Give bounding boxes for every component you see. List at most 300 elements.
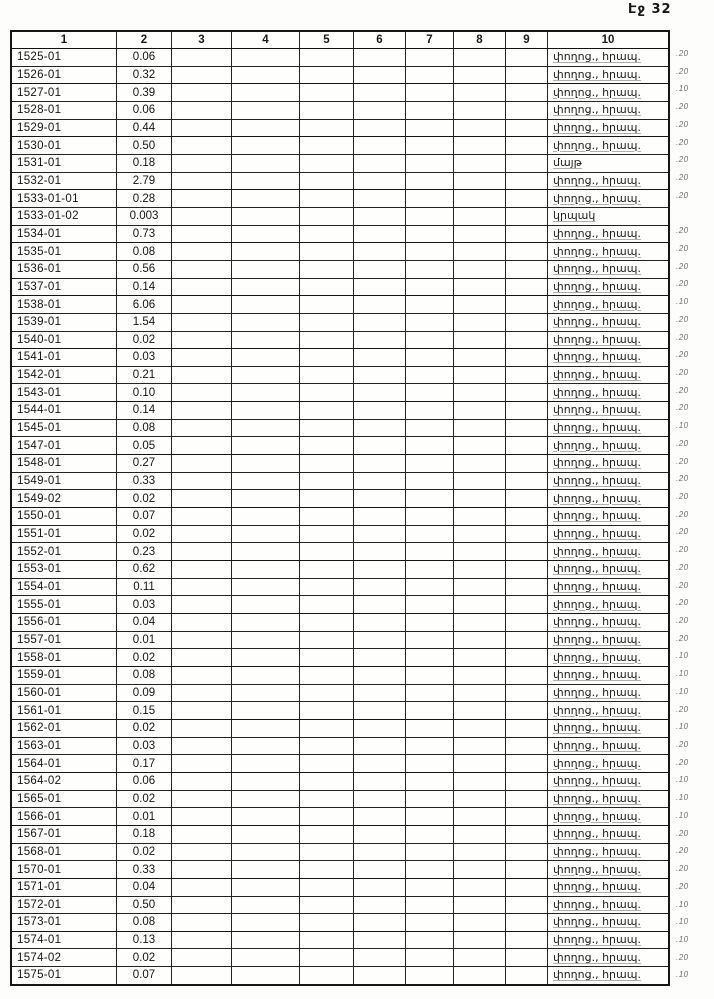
edge-mark: .20 — [676, 527, 689, 537]
empty-cell — [506, 632, 548, 649]
empty-cell — [172, 685, 232, 702]
row-id-cell: 1533-01-02 — [12, 208, 117, 225]
empty-cell — [172, 173, 232, 190]
edge-mark: .20 — [676, 403, 689, 413]
row-value-cell: 0.02 — [117, 332, 172, 349]
empty-cell — [172, 543, 232, 560]
empty-cell — [454, 226, 506, 243]
empty-cell — [300, 526, 354, 543]
row-value-cell: 0.03 — [117, 349, 172, 366]
row-note-cell: փողոց., հրապ. — [553, 385, 641, 399]
table-row — [12, 208, 668, 226]
row-id-cell: 1531-01 — [12, 155, 117, 172]
empty-cell — [354, 844, 406, 861]
empty-cell — [506, 667, 548, 684]
empty-cell — [454, 437, 506, 454]
empty-cell — [354, 685, 406, 702]
empty-cell — [232, 967, 300, 984]
row-note-cell: փողոց., հրապ. — [553, 915, 641, 929]
empty-cell — [406, 49, 454, 66]
empty-cell — [506, 561, 548, 578]
empty-cell — [232, 685, 300, 702]
empty-cell — [506, 243, 548, 260]
empty-cell — [354, 314, 406, 331]
empty-cell — [506, 808, 548, 825]
empty-cell — [354, 102, 406, 119]
table-row — [12, 402, 668, 420]
empty-cell — [354, 190, 406, 207]
row-id-cell: 1543-01 — [12, 384, 117, 401]
edge-mark: .20 — [676, 137, 689, 147]
empty-cell — [454, 844, 506, 861]
empty-cell — [354, 420, 406, 437]
empty-cell — [506, 384, 548, 401]
row-id-cell: 1557-01 — [12, 632, 117, 649]
edge-mark: .10 — [676, 686, 689, 696]
empty-cell — [172, 967, 232, 984]
empty-cell — [454, 914, 506, 931]
edge-mark: .20 — [676, 616, 689, 625]
empty-cell — [232, 914, 300, 931]
row-note-cell: փողոց., հրապ. — [553, 562, 641, 576]
empty-cell — [354, 914, 406, 931]
empty-cell — [406, 561, 454, 578]
empty-cell — [172, 667, 232, 684]
row-value-cell: 0.15 — [117, 702, 172, 719]
empty-cell — [406, 261, 454, 278]
row-id-cell: 1527-01 — [12, 84, 117, 101]
empty-cell — [232, 384, 300, 401]
table-row — [12, 526, 668, 544]
empty-cell — [172, 332, 232, 349]
empty-cell — [232, 208, 300, 225]
empty-cell — [232, 84, 300, 101]
empty-cell — [506, 949, 548, 966]
empty-cell — [454, 826, 506, 843]
empty-cell — [406, 879, 454, 896]
row-note-cell: փողոց., հրապ. — [553, 67, 641, 81]
empty-cell — [232, 826, 300, 843]
empty-cell — [406, 897, 454, 914]
row-value-cell: 0.21 — [117, 367, 172, 384]
row-note-cell: փողոց., հրապ. — [553, 580, 641, 594]
table-row — [12, 614, 668, 632]
row-id-cell: 1555-01 — [12, 596, 117, 613]
row-value-cell: 0.11 — [117, 579, 172, 596]
empty-cell — [406, 84, 454, 101]
edge-mark: .20 — [676, 881, 689, 891]
table-row — [12, 791, 668, 809]
empty-cell — [406, 314, 454, 331]
empty-cell — [300, 773, 354, 790]
edge-mark: .20 — [676, 864, 689, 874]
empty-cell — [506, 261, 548, 278]
empty-cell — [454, 614, 506, 631]
empty-cell — [172, 614, 232, 631]
empty-cell — [354, 261, 406, 278]
empty-cell — [506, 967, 548, 984]
row-value-cell: 0.07 — [117, 508, 172, 525]
row-id-cell: 1559-01 — [12, 667, 117, 684]
row-note-cell: փողոց., հրապ. — [553, 456, 641, 470]
row-note-cell: փողոց., հրապ. — [553, 173, 641, 187]
edge-mark: .20 — [676, 173, 689, 183]
empty-cell — [506, 155, 548, 172]
row-id-cell: 1528-01 — [12, 102, 117, 119]
empty-cell — [354, 243, 406, 260]
table-row — [12, 561, 668, 579]
row-note-cell: փողոց., հրապ. — [553, 597, 641, 611]
empty-cell — [232, 632, 300, 649]
empty-cell — [300, 914, 354, 931]
empty-cell — [506, 67, 548, 84]
table-row — [12, 773, 668, 791]
empty-cell — [454, 155, 506, 172]
empty-cell — [406, 702, 454, 719]
row-id-cell: 1558-01 — [12, 649, 117, 666]
empty-cell — [172, 367, 232, 384]
empty-cell — [506, 914, 548, 931]
column-header: 3 — [172, 32, 232, 48]
empty-cell — [454, 190, 506, 207]
edge-mark: .20 — [676, 367, 689, 377]
empty-cell — [506, 879, 548, 896]
row-value-cell: 2.79 — [117, 173, 172, 190]
row-id-cell: 1564-02 — [12, 773, 117, 790]
empty-cell — [354, 632, 406, 649]
empty-cell — [232, 808, 300, 825]
row-note-cell: փողոց., հրապ. — [553, 650, 641, 664]
empty-cell — [232, 738, 300, 755]
empty-cell — [172, 49, 232, 66]
row-value-cell: 0.04 — [117, 614, 172, 631]
table-row — [12, 632, 668, 650]
empty-cell — [406, 738, 454, 755]
table-row — [12, 49, 668, 67]
edge-mark: .20 — [676, 243, 689, 253]
empty-cell — [172, 102, 232, 119]
table-row — [12, 826, 668, 844]
row-id-cell: 1544-01 — [12, 402, 117, 419]
row-value-cell: 0.50 — [117, 897, 172, 914]
empty-cell — [454, 279, 506, 296]
empty-cell — [300, 155, 354, 172]
empty-cell — [454, 490, 506, 507]
empty-cell — [506, 702, 548, 719]
row-id-cell: 1539-01 — [12, 314, 117, 331]
edge-mark — [676, 206, 710, 224]
empty-cell — [354, 349, 406, 366]
empty-cell — [406, 473, 454, 490]
empty-cell — [232, 667, 300, 684]
empty-cell — [300, 861, 354, 878]
column-header: 9 — [506, 32, 548, 48]
row-value-cell: 0.08 — [117, 914, 172, 931]
empty-cell — [406, 296, 454, 313]
empty-cell — [172, 932, 232, 949]
empty-cell — [232, 137, 300, 154]
row-id-cell: 1532-01 — [12, 173, 117, 190]
row-value-cell: 0.09 — [117, 685, 172, 702]
empty-cell — [172, 738, 232, 755]
empty-cell — [454, 102, 506, 119]
empty-cell — [172, 155, 232, 172]
table-row — [12, 420, 668, 438]
empty-cell — [300, 702, 354, 719]
row-id-cell: 1575-01 — [12, 967, 117, 984]
empty-cell — [300, 579, 354, 596]
empty-cell — [232, 332, 300, 349]
empty-cell — [300, 367, 354, 384]
empty-cell — [506, 367, 548, 384]
row-note-cell: փողոց., հրապ. — [553, 509, 641, 523]
row-note-cell: փողոց., հրապ. — [553, 897, 641, 911]
empty-cell — [506, 755, 548, 772]
row-value-cell: 0.06 — [117, 102, 172, 119]
empty-cell — [354, 508, 406, 525]
empty-cell — [354, 579, 406, 596]
table-row — [12, 473, 668, 491]
empty-cell — [172, 579, 232, 596]
row-id-cell: 1561-01 — [12, 702, 117, 719]
row-id-cell: 1563-01 — [12, 738, 117, 755]
empty-cell — [172, 526, 232, 543]
table-header-row — [12, 32, 668, 49]
empty-cell — [232, 49, 300, 66]
table-row — [12, 102, 668, 120]
row-value-cell: 0.27 — [117, 455, 172, 472]
row-note-cell: փողոց., հրապ. — [553, 527, 641, 541]
table-row — [12, 279, 668, 297]
edge-mark: .20 — [676, 545, 689, 555]
edge-mark: .20 — [676, 226, 689, 236]
empty-cell — [506, 791, 548, 808]
empty-cell — [454, 720, 506, 737]
table-row — [12, 932, 668, 950]
row-note-cell: փողոց., հրապ. — [553, 721, 641, 735]
empty-cell — [172, 720, 232, 737]
empty-cell — [454, 296, 506, 313]
column-header: 6 — [354, 32, 406, 48]
empty-cell — [172, 826, 232, 843]
table-row — [12, 914, 668, 932]
empty-cell — [172, 243, 232, 260]
table-row — [12, 437, 668, 455]
empty-cell — [232, 67, 300, 84]
empty-cell — [454, 649, 506, 666]
empty-cell — [406, 526, 454, 543]
edge-mark: .10 — [676, 722, 689, 732]
empty-cell — [406, 579, 454, 596]
edge-mark: .10 — [676, 810, 689, 820]
table-row — [12, 490, 668, 508]
column-header: 10 — [601, 34, 615, 46]
row-value-cell: 0.18 — [117, 155, 172, 172]
row-value-cell: 0.28 — [117, 190, 172, 207]
empty-cell — [172, 84, 232, 101]
table-row — [12, 808, 668, 826]
empty-cell — [506, 526, 548, 543]
table-row — [12, 844, 668, 862]
table-row — [12, 173, 668, 191]
edge-mark: .20 — [676, 155, 689, 165]
row-note-cell: փողոց., հրապ. — [553, 756, 641, 770]
empty-cell — [506, 738, 548, 755]
row-value-cell: 0.02 — [117, 949, 172, 966]
empty-cell — [300, 84, 354, 101]
empty-cell — [300, 67, 354, 84]
empty-cell — [232, 720, 300, 737]
empty-cell — [172, 402, 232, 419]
edge-mark: .20 — [676, 119, 689, 129]
empty-cell — [506, 543, 548, 560]
row-id-cell: 1537-01 — [12, 279, 117, 296]
row-note-cell: փողոց., հրապ. — [553, 668, 641, 682]
empty-cell — [232, 791, 300, 808]
empty-cell — [506, 190, 548, 207]
empty-cell — [506, 490, 548, 507]
empty-cell — [172, 702, 232, 719]
row-note-cell: փողոց., հրապ. — [553, 438, 641, 452]
empty-cell — [172, 455, 232, 472]
empty-cell — [406, 402, 454, 419]
table-row — [12, 84, 668, 102]
page-number-label: Էջ 32 — [628, 2, 672, 17]
empty-cell — [406, 808, 454, 825]
empty-cell — [454, 702, 506, 719]
empty-cell — [454, 420, 506, 437]
empty-cell — [300, 879, 354, 896]
edge-mark: .20 — [676, 491, 689, 501]
row-value-cell: 0.33 — [117, 473, 172, 490]
empty-cell — [506, 402, 548, 419]
row-note-cell: փողոց., հրապ. — [553, 862, 641, 876]
row-id-cell: 1529-01 — [12, 120, 117, 137]
empty-cell — [454, 738, 506, 755]
edge-mark: .20 — [676, 846, 689, 856]
empty-cell — [300, 102, 354, 119]
empty-cell — [454, 173, 506, 190]
row-id-cell: 1549-02 — [12, 490, 117, 507]
table-row — [12, 702, 668, 720]
empty-cell — [300, 932, 354, 949]
empty-cell — [406, 932, 454, 949]
empty-cell — [172, 226, 232, 243]
edge-mark: .20 — [676, 350, 689, 360]
row-note-cell: փողոց., հրապ. — [553, 421, 641, 435]
empty-cell — [300, 667, 354, 684]
row-id-cell: 1554-01 — [12, 579, 117, 596]
empty-cell — [506, 279, 548, 296]
empty-cell — [406, 420, 454, 437]
empty-cell — [406, 173, 454, 190]
empty-cell — [172, 844, 232, 861]
empty-cell — [232, 861, 300, 878]
table-row — [12, 190, 668, 208]
empty-cell — [454, 685, 506, 702]
empty-cell — [232, 226, 300, 243]
empty-cell — [454, 455, 506, 472]
row-id-cell: 1551-01 — [12, 526, 117, 543]
empty-cell — [232, 437, 300, 454]
empty-cell — [232, 561, 300, 578]
row-note-cell: փողոց., հրապ. — [553, 950, 641, 964]
row-note-cell: փողոց., հրապ. — [553, 50, 641, 64]
row-note-cell: փողոց., հրապ. — [553, 968, 641, 982]
row-note-cell: փողոց., հրապ. — [553, 880, 641, 894]
empty-cell — [354, 526, 406, 543]
row-note-cell: փողոց., հրապ. — [553, 138, 641, 152]
row-note-cell: փողոց., հրապ. — [553, 85, 641, 99]
empty-cell — [354, 490, 406, 507]
row-note-cell: փողոց., հրապ. — [553, 738, 641, 752]
empty-cell — [354, 367, 406, 384]
empty-cell — [172, 561, 232, 578]
empty-cell — [354, 208, 406, 225]
empty-cell — [300, 243, 354, 260]
row-id-cell: 1549-01 — [12, 473, 117, 490]
row-value-cell: 0.32 — [117, 67, 172, 84]
row-id-cell: 1536-01 — [12, 261, 117, 278]
empty-cell — [300, 120, 354, 137]
empty-cell — [454, 120, 506, 137]
row-id-cell: 1541-01 — [12, 349, 117, 366]
empty-cell — [300, 596, 354, 613]
empty-cell — [354, 279, 406, 296]
empty-cell — [454, 808, 506, 825]
empty-cell — [506, 932, 548, 949]
empty-cell — [506, 84, 548, 101]
empty-cell — [506, 844, 548, 861]
empty-cell — [232, 773, 300, 790]
empty-cell — [300, 279, 354, 296]
row-note-cell: փողոց., հրապ. — [553, 827, 641, 841]
empty-cell — [300, 632, 354, 649]
empty-cell — [172, 861, 232, 878]
row-note-cell: փողոց., հրապ. — [553, 615, 641, 629]
edge-mark: .20 — [676, 456, 689, 466]
row-value-cell: 0.03 — [117, 596, 172, 613]
empty-cell — [172, 384, 232, 401]
row-id-cell: 1573-01 — [12, 914, 117, 931]
empty-cell — [406, 243, 454, 260]
empty-cell — [300, 844, 354, 861]
empty-cell — [354, 720, 406, 737]
empty-cell — [232, 155, 300, 172]
row-note-cell: փողոց., հրապ. — [553, 315, 641, 329]
empty-cell — [454, 332, 506, 349]
empty-cell — [506, 332, 548, 349]
edge-mark: .10 — [676, 421, 689, 431]
empty-cell — [300, 967, 354, 984]
row-note-cell: փողոց., հրապ. — [553, 685, 641, 699]
empty-cell — [172, 596, 232, 613]
empty-cell — [172, 437, 232, 454]
empty-cell — [300, 296, 354, 313]
edge-mark: .10 — [676, 297, 689, 307]
row-id-cell: 1525-01 — [12, 49, 117, 66]
edge-mark: .10 — [676, 917, 689, 927]
empty-cell — [406, 861, 454, 878]
empty-cell — [454, 384, 506, 401]
edge-mark: .20 — [676, 385, 689, 395]
empty-cell — [300, 226, 354, 243]
edge-mark: .10 — [676, 899, 689, 909]
empty-cell — [406, 773, 454, 790]
empty-cell — [406, 137, 454, 154]
row-note-cell: փողոց., հրապ. — [553, 350, 641, 364]
row-value-cell: 0.01 — [117, 808, 172, 825]
